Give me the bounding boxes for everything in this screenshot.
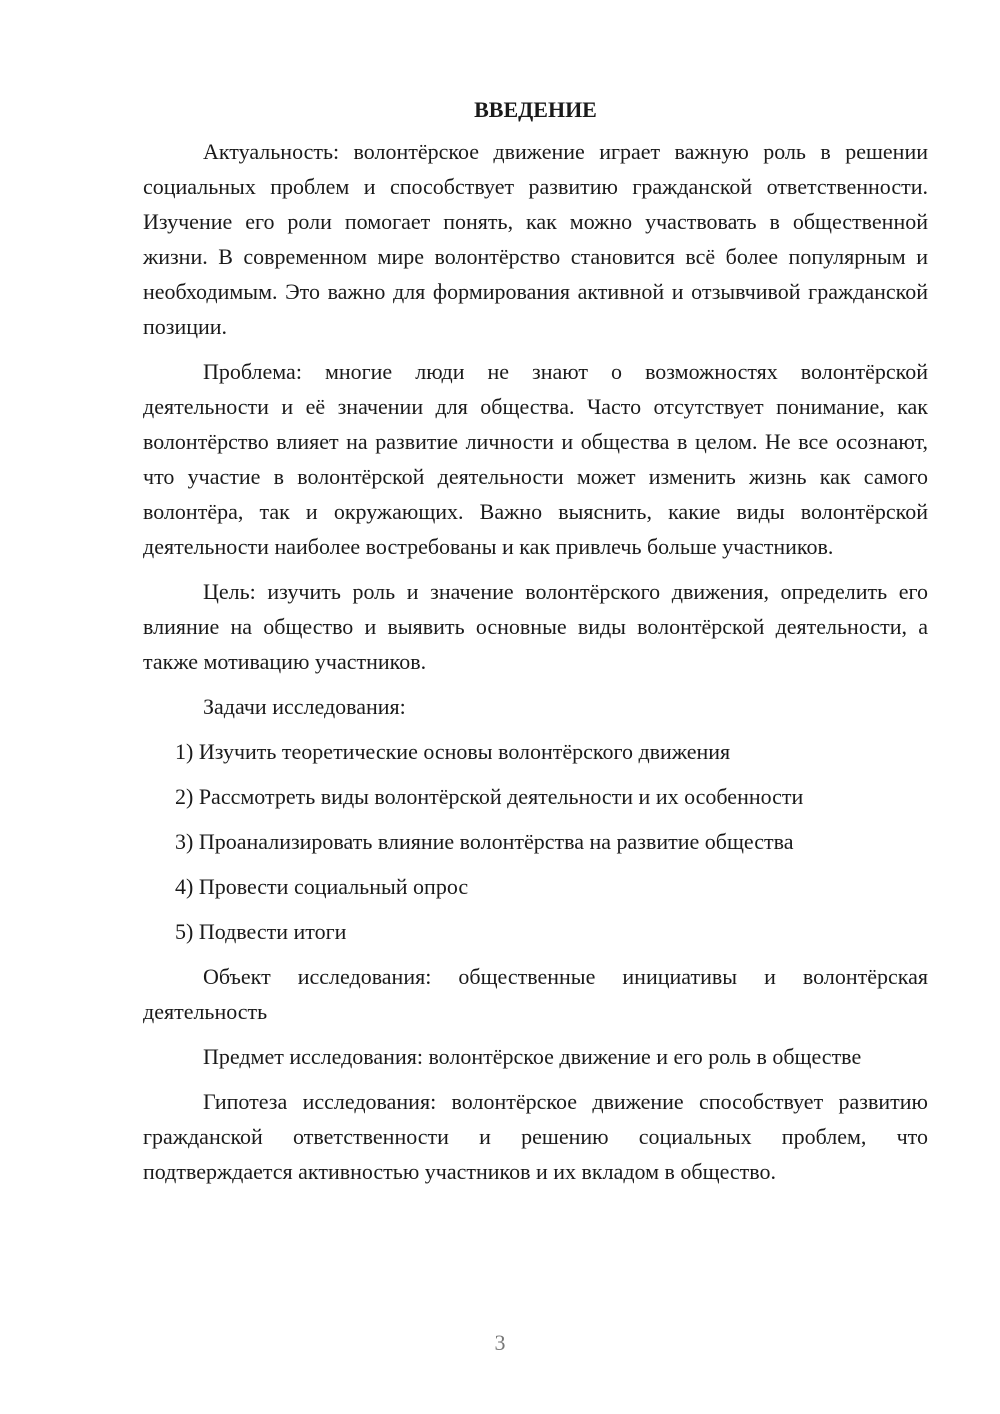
goal-paragraph: Цель: изучить роль и значение волонтёрского движения, определить его влияние на общество и выявить основные виды волонтёрской деятельности, а также мотивацию участников.	[143, 579, 928, 674]
page-number: 3	[494, 1330, 506, 1355]
tasks-heading: Задачи исследования:	[203, 694, 406, 719]
object-paragraph: Объект исследования: общественные инициативы и волонтёрская деятельность	[143, 964, 928, 1024]
relevance-paragraph: Актуальность: волонтёрское движение играет важную роль в решении социальных проблем и способствует развитию гражданской ответственности. Изучение его роли помогает понять, как можно участвовать в общественной жизни. В современном мире волонтёрство становится всё более популярным и необходимым. Это важно для формирования активной и отзывчивой гражданской позиции.	[143, 139, 928, 339]
document-page	[143, 92, 928, 1199]
list-item: 3) Проанализировать влияние волонтёрства на развитие общества	[175, 829, 794, 854]
subject-paragraph: Предмет исследования: волонтёрское движение и его роль в обществе	[203, 1044, 862, 1069]
hypothesis-paragraph: Гипотеза исследования: волонтёрское движение способствует развитию гражданской ответственности и решению социальных проблем, что подтверждается активностью участников и их вкладом в общество.	[143, 1089, 928, 1184]
problem-paragraph: Проблема: многие люди не знают о возможностях волонтёрской деятельности и её значении для общества. Часто отсутствует понимание, как волонтёрство влияет на развитие личности и общества в целом. Не все осознают, что участие в волонтёрской деятельности может изменить жизнь как самого волонтёра, так и окружающих. Важно выяснить, какие виды волонтёрской деятельности наиболее востребованы и как привлечь больше участников.	[143, 359, 928, 559]
tasks-list	[143, 734, 928, 949]
list-item: 2) Рассмотреть виды волонтёрской деятельности и их особенности	[175, 784, 804, 809]
list-item: 5) Подвести итоги	[175, 919, 347, 944]
page-title: ВВЕДЕНИЕ	[474, 97, 597, 122]
list-item: 1) Изучить теоретические основы волонтёрского движения	[175, 739, 731, 764]
list-item: 4) Провести социальный опрос	[175, 874, 469, 899]
